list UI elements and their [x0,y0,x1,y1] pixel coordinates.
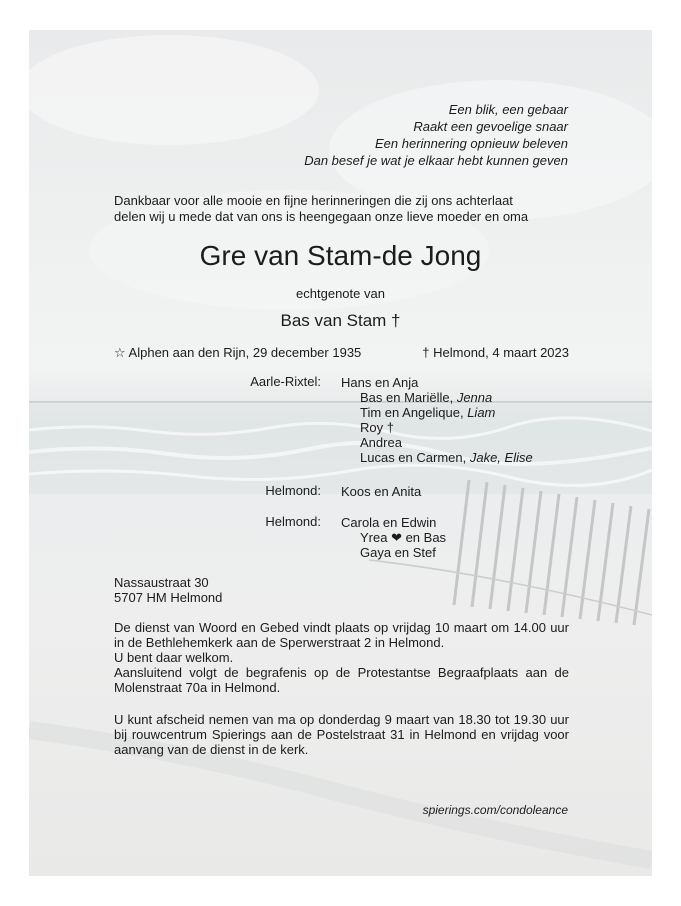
intro-line: Dankbaar voor alle mooie en fijne herinneringen die zij ons achterlaat [114,193,513,208]
home-address [114,575,222,605]
farewell-info: U kunt afscheid nemen van ma op donderdag 9 maart van 18.30 tot 19.30 uur bij rouwcentrum Spierings aan de Postelstraat 31 in Helmond en vrijdag voor aanvang van de dienst in de kerk. [114,712,569,757]
family-group [341,484,421,499]
family-location: Helmond: [265,483,321,498]
card-background [29,30,652,876]
family-location: Aarle-Rixtel: [250,374,321,389]
address-line: 5707 HM Helmond [114,590,223,605]
family-member: Tim en Angelique, Liam [360,405,496,420]
family-member: Bas en Mariëlle, Jenna [360,390,493,405]
poem-line: Een blik, een gebaar [448,102,568,117]
intro-text [114,193,569,225]
death-info: † Helmond, 4 maart 2023 [422,345,569,360]
spouse-name: Bas van Stam † [280,311,401,330]
obituary-content [29,30,652,876]
family-group [341,375,533,465]
family-member: Gaya en Stef [360,545,436,560]
service-line: De dienst van Woord en Gebed vindt plaats op vrijdag 10 maart om 14.00 uur in de Bethlehemkerk aan de Sperwerstraat 2 in Helmond. [114,620,569,650]
dates-row [114,345,569,361]
service-info [114,620,569,695]
poem-line: Een herinnering opnieuw beleven [375,136,568,151]
family-head: Koos en Anita [341,484,422,499]
family-group [341,515,446,560]
family-member: Andrea [360,435,402,450]
birth-info: ☆ Alphen aan den Rijn, 29 december 1935 [114,345,362,360]
service-line: U bent daar welkom. [114,650,234,665]
spouse-label: echtgenote van [296,286,385,301]
family-head: Hans en Anja [341,375,419,390]
poem [304,101,568,169]
address-line: Nassaustraat 30 [114,575,209,590]
family-member: Roy † [360,420,394,435]
family-location: Helmond: [265,514,321,529]
condolence-link[interactable]: spierings.com/condoleance [422,803,568,817]
intro-line: delen wij u mede dat van ons is heengegaan onze lieve moeder en oma [114,209,529,224]
poem-line: Dan besef je wat je elkaar hebt kunnen geven [304,153,568,168]
family-head: Carola en Edwin [341,515,437,530]
poem-line: Raakt een gevoelige snaar [413,119,568,134]
family-member: Lucas en Carmen, Jake, Elise [360,450,533,465]
deceased-name: Gre van Stam-de Jong [199,240,482,271]
family-member: Yrea ❤ en Bas [360,530,447,545]
service-line: Aansluitend volgt de begrafenis op de Protestantse Begraafplaats aan de Molenstraat 70a in Helmond. [114,665,569,695]
